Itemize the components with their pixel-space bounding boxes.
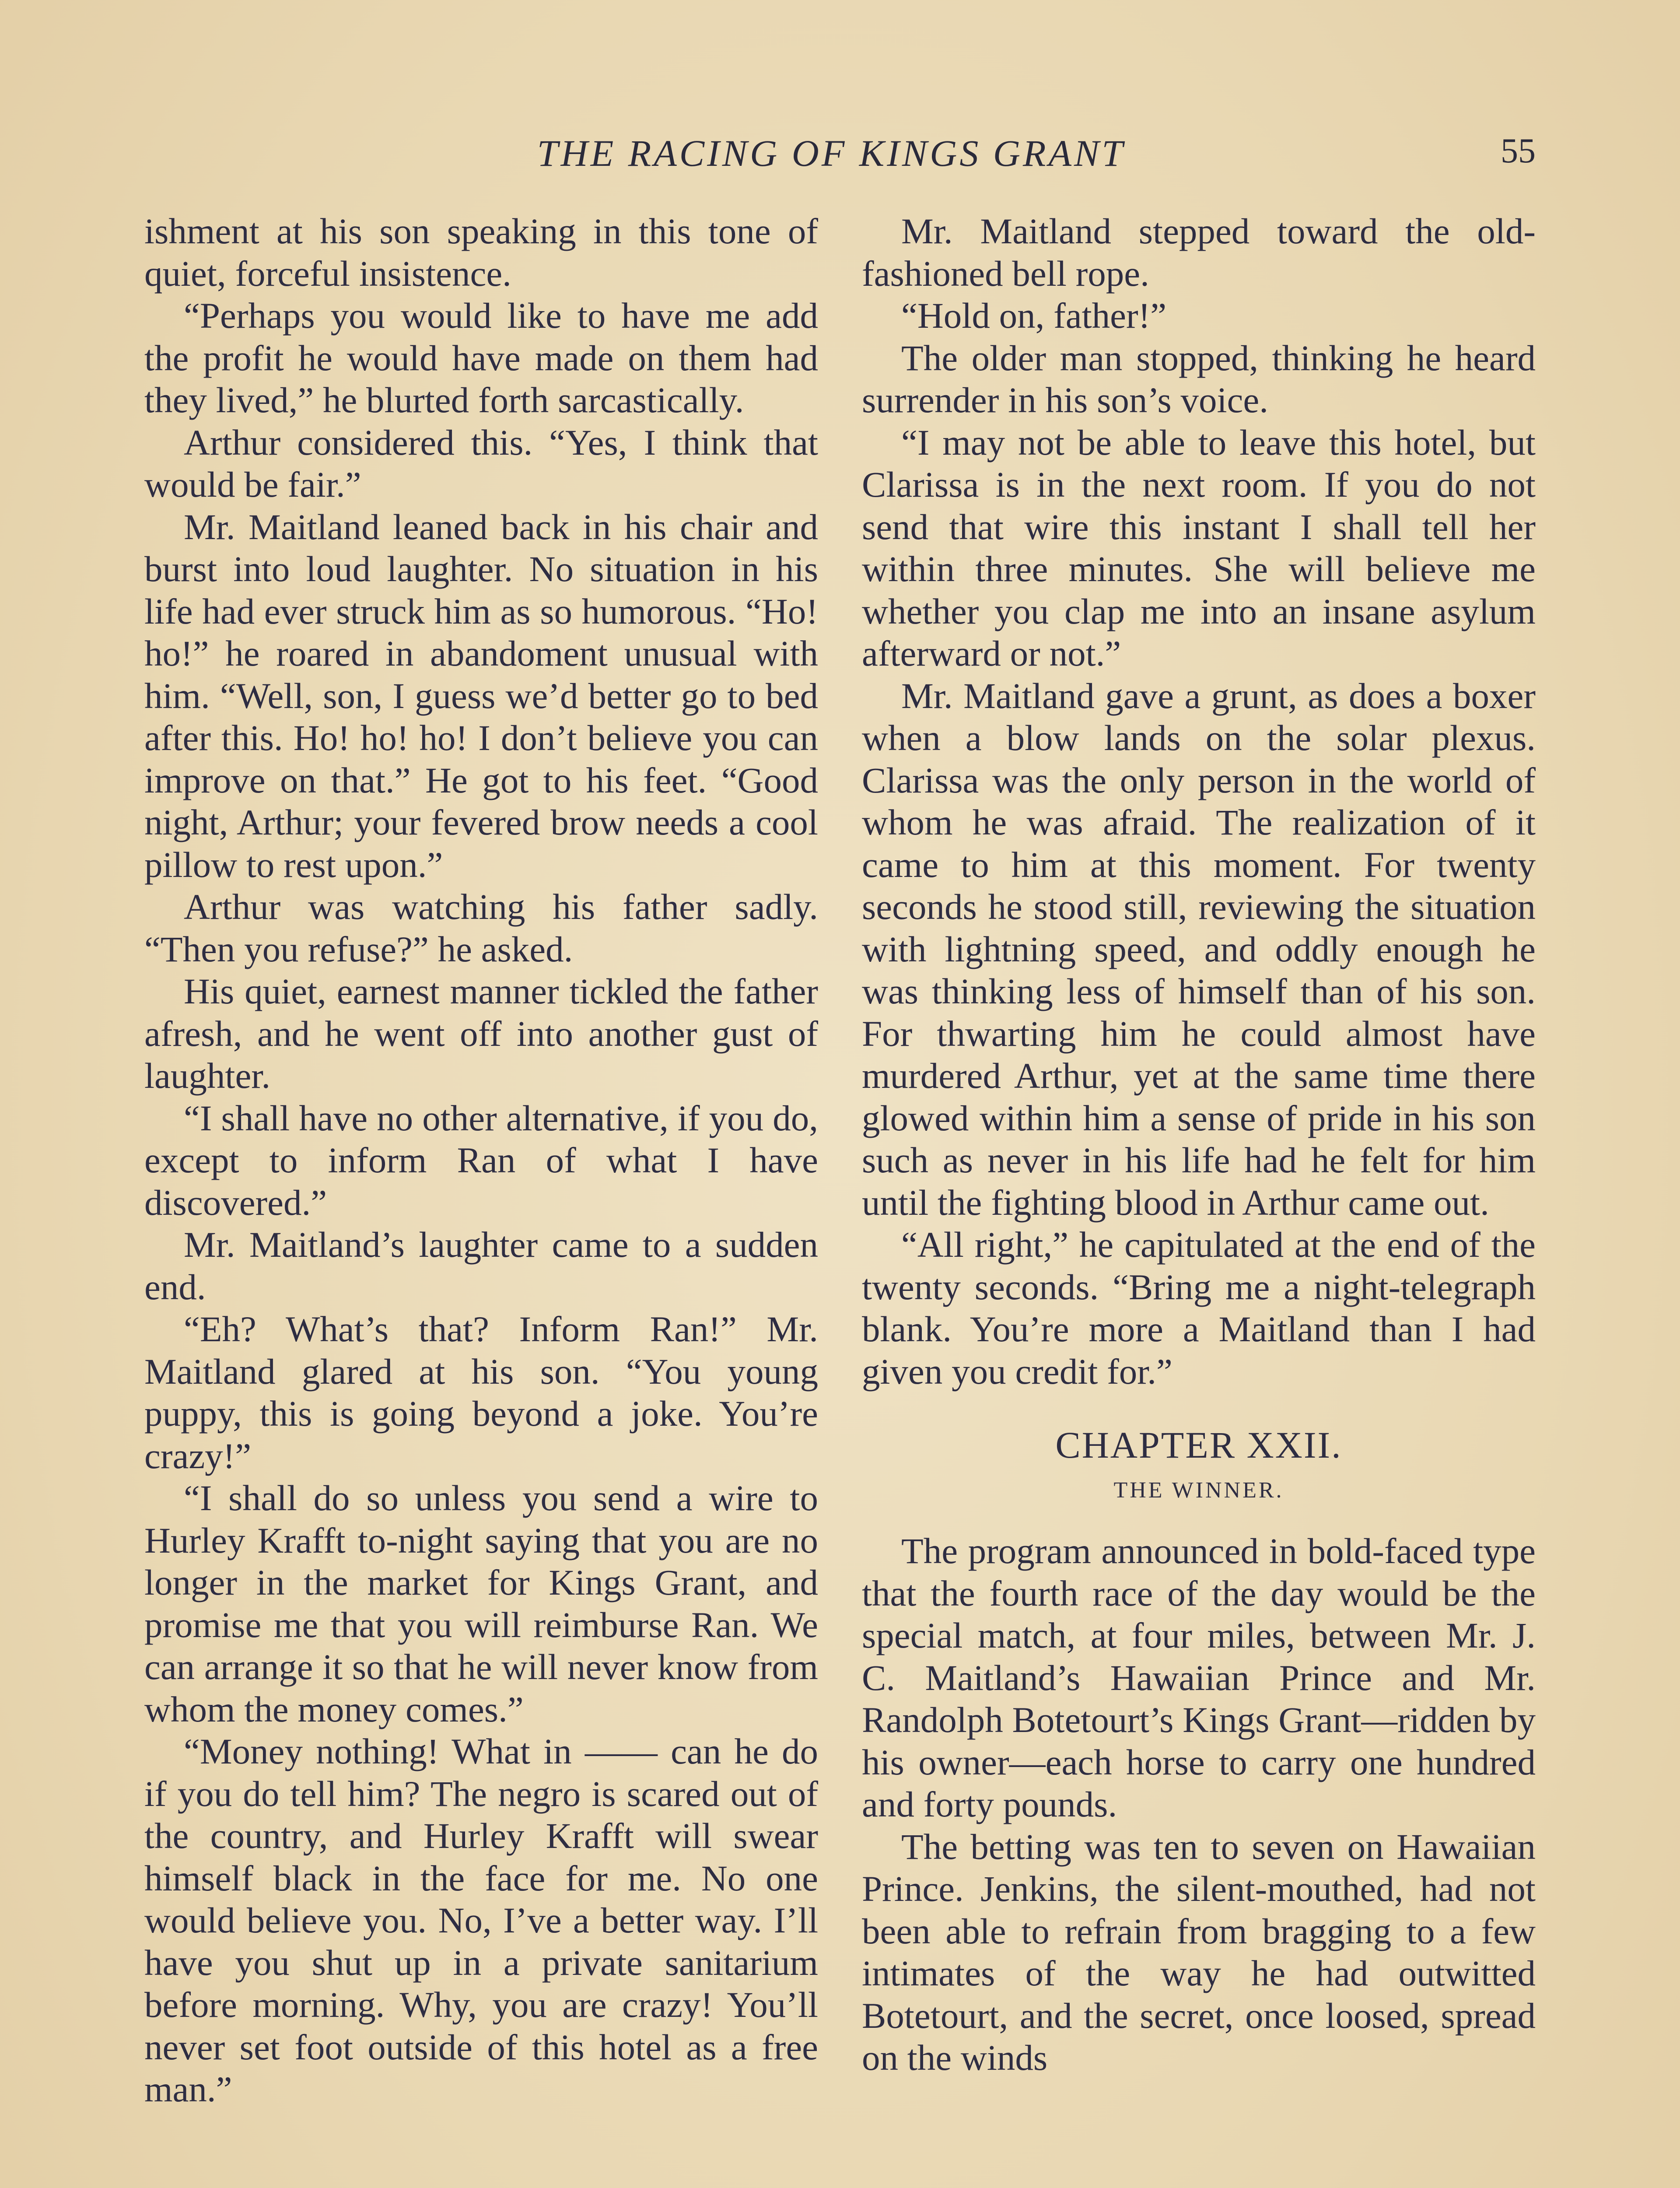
paragraph: Mr. Maitland’s laughter came to a sudden end. (144, 1224, 818, 1307)
paragraph: “All right,” he capitulated at the end of the twenty seconds. “Bring me a night-telegraph blank. You’re more a Maitland than I had given you credit for.” (862, 1224, 1536, 1392)
page-number: 55 (1501, 132, 1536, 170)
paragraph: Mr. Maitland leaned back in his chair and burst into loud laughter. No situation in his life had ever struck him as so humorous. “Ho! ho!” he roared in abandoment unusual with him. “Well, son, I guess we’d better go to bed after this. Ho! ho! ho! I don’t believe you can improve on that.” He got to his feet. “Good night, Arthur; your fevered brow needs a cool pillow to rest upon.” (144, 506, 818, 885)
paragraph: Arthur considered this. “Yes, I think that would be fair.” (144, 422, 818, 505)
paragraph: His quiet, earnest manner tickled the father afresh, and he went off into another gust of laughter. (144, 971, 818, 1096)
right-column (862, 210, 1536, 2079)
paragraph: The older man stopped, thinking he heard surrender in his son’s voice. (862, 337, 1536, 420)
paragraph: ishment at his son speaking in this tone of quiet, forceful insistence. (144, 211, 818, 294)
running-title: THE RACING OF KINGS GRANT (537, 132, 1126, 174)
paragraph: “I shall have no other alternative, if you do, except to inform Ran of what I have discovered.” (144, 1098, 818, 1223)
chapter-subtitle: THE WINNER. (1113, 1478, 1284, 1503)
paragraph: “I shall do so unless you send a wire to Hurley Krafft to-night saying that you are no longer in the market for Kings Grant, and promise me that you will reimburse Ran. We can arrange it so that he will never know from whom the money comes.” (144, 1478, 818, 1729)
chapter-title: CHAPTER XXII. (1055, 1424, 1342, 1466)
paragraph: Arthur was watching his father sadly. “Then you refuse?” he asked. (144, 887, 818, 969)
paragraph: Mr. Maitland gave a grunt, as does a boxer when a blow lands on the solar plexus. Clarissa was the only person in the world of whom he was afraid. The realization of it came to him at this moment. For twenty seconds he stood still, reviewing the situation with lightning speed, and oddly enough he was thinking less of himself than of his son. For thwarting him he could almost have murdered Arthur, yet at the same time there glowed within him a sense of pride in his son such as never in his life had he felt for him until the fighting blood in Arthur came out. (862, 675, 1536, 1223)
paragraph: The betting was ten to seven on Hawaiian Prince. Jenkins, the silent-mouthed, had not been able to refrain from bragging to a few intimates of the way he had outwitted Botetourt, and the secret, once loosed, spread on the winds (862, 1826, 1536, 2078)
left-column (144, 210, 818, 2111)
paragraph: “I may not be able to leave this hotel, but Clarissa is in the next room. If you do not send that wire this instant I shall tell her within three minutes. She will believe me whether you clap me into an insane asylum afterward or not.” (862, 422, 1536, 673)
paragraph: “Money nothing! What in —— can he do if you do tell him? The negro is scared out of the country, and Hurley Krafft will swear himself black in the face for me. No one would believe you. No, I’ve a better way. I’ll have you shut up in a private sanitarium before morning. Why, you are crazy! You’ll never set foot outside of this hotel as a free man.” (144, 1731, 818, 2109)
paragraph: Mr. Maitland stepped toward the old-fashioned bell rope. (862, 211, 1536, 294)
paragraph: “Hold on, father!” (901, 295, 1167, 336)
paragraph: The program announced in bold-faced type that the fourth race of the day would be the special match, at four miles, between Mr. J. C. Maitland’s Hawaiian Prince and Mr. Randolph Botetourt’s Kings Grant—ridden by his owner—each horse to carry one hundred and forty pounds. (862, 1531, 1536, 1824)
paragraph: “Perhaps you would like to have me add the profit he would have made on them had they lived,” he blurted forth sarcastically. (144, 295, 818, 420)
paragraph: “Eh? What’s that? Inform Ran!” Mr. Maitland glared at his son. “You young puppy, this is going beyond a joke. You’re crazy!” (144, 1309, 818, 1476)
